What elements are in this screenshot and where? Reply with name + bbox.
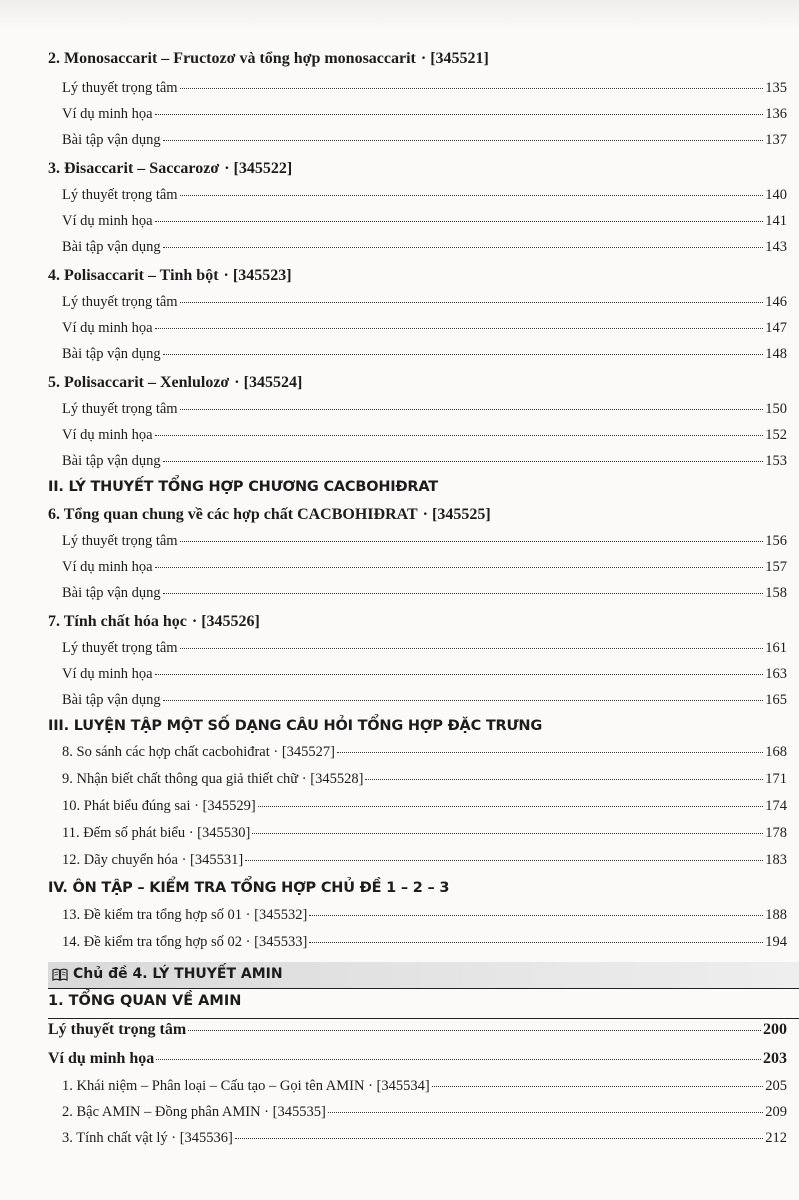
- toc-section-heading: IV. ÔN TẬP – KIỂM TRA TỔNG HỢP CHỦ ĐỀ 1 – 2 – 3: [48, 880, 450, 896]
- toc-section-heading: II. LÝ THUYẾT TỔNG HỢP CHƯƠNG CACBOHIĐRAT: [48, 479, 438, 495]
- toc-entry: [0, 187, 799, 204]
- dot-leader: [155, 221, 764, 222]
- toc-entry: [0, 934, 799, 951]
- entry-page-number: 140: [765, 187, 787, 203]
- dot-leader: [180, 648, 764, 649]
- entry-label: Bài tập vận dụng: [62, 346, 161, 362]
- entry-label: 10. Phát biểu đúng sai · [345529]: [62, 798, 256, 814]
- dot-leader: [180, 88, 764, 89]
- toc-entry: [0, 907, 799, 924]
- toc-entry: [0, 80, 799, 97]
- dot-leader: [155, 567, 764, 568]
- toc-entry: [0, 1021, 799, 1039]
- toc-entry: [0, 692, 799, 709]
- entry-page-number: 148: [765, 346, 787, 362]
- toc-section-heading: III. LUYỆN TẬP MỘT SỐ DẠNG CÂU HỎI TỔNG HỢP ĐẶC TRƯNG: [48, 718, 543, 734]
- dot-leader: [180, 195, 764, 196]
- dot-leader: [163, 247, 764, 248]
- lesson-title: 4. Polisaccarit – Tinh bột: [48, 267, 219, 284]
- toc-entry: [0, 640, 799, 657]
- dot-leader: [337, 752, 763, 753]
- entry-label: Lý thuyết trọng tâm: [62, 533, 178, 549]
- entry-label: 2. Bậc AMIN – Đồng phân AMIN · [345535]: [62, 1104, 326, 1120]
- dot-leader: [180, 302, 764, 303]
- entry-label: Lý thuyết trọng tâm: [62, 294, 178, 310]
- entry-page-number: 171: [765, 771, 787, 787]
- lesson-title: 3. Đisaccarit – Saccarozơ: [48, 160, 220, 177]
- entry-page-number: 183: [765, 852, 787, 868]
- toc-lesson-heading: [0, 613, 799, 631]
- entry-page-number: 146: [765, 294, 787, 310]
- entry-page-number: 174: [765, 798, 787, 814]
- entry-page-number: 168: [765, 744, 787, 760]
- dot-leader: [245, 860, 763, 861]
- topic-title: 1. TỔNG QUAN VỀ AMIN: [48, 993, 242, 1009]
- dot-leader: [258, 806, 764, 807]
- dot-leader: [163, 700, 764, 701]
- page-top-shadow: [0, 0, 799, 30]
- entry-page-number: 150: [765, 401, 787, 417]
- entry-label: Bài tập vận dụng: [62, 132, 161, 148]
- toc-entry: [0, 559, 799, 576]
- toc-entry: [0, 771, 799, 788]
- entry-label: Bài tập vận dụng: [62, 692, 161, 708]
- toc-entry: [0, 533, 799, 550]
- dot-leader: [155, 328, 764, 329]
- entry-label: 3. Tính chất vật lý · [345536]: [62, 1130, 233, 1146]
- open-book-icon: [52, 968, 68, 981]
- entry-page-number: 212: [765, 1130, 787, 1146]
- entry-label: 9. Nhận biết chất thông qua giả thiết chữ · [345528]: [62, 771, 364, 787]
- entry-page-number: 157: [765, 559, 787, 575]
- entry-label: Ví dụ minh họa: [62, 106, 153, 122]
- entry-label: 14. Đề kiểm tra tổng hợp số 02 · [345533]: [62, 934, 308, 950]
- entry-label: 11. Đếm số phát biểu · [345530]: [62, 825, 251, 841]
- entry-page-number: 163: [765, 666, 787, 682]
- entry-label: Lý thuyết trọng tâm: [62, 401, 178, 417]
- entry-label: Ví dụ minh họa: [62, 213, 153, 229]
- lesson-code: · [345525]: [422, 506, 491, 523]
- lesson-code: · [345523]: [223, 267, 292, 284]
- toc-entry: [0, 1078, 799, 1095]
- entry-label: 12. Dãy chuyển hóa · [345531]: [62, 852, 244, 868]
- toc-entry: [0, 453, 799, 470]
- toc-entry: [0, 132, 799, 149]
- toc-entry: [0, 294, 799, 311]
- dot-leader: [156, 1059, 761, 1060]
- entry-page-number: 147: [765, 320, 787, 336]
- toc-entry: [0, 401, 799, 418]
- entry-page-number: 158: [765, 585, 787, 601]
- dot-leader: [235, 1138, 763, 1139]
- entry-page-number: 135: [765, 80, 787, 96]
- dot-leader: [328, 1112, 763, 1113]
- toc-entry: [0, 239, 799, 256]
- lesson-title: 5. Polisaccarit – Xenlulozơ: [48, 374, 230, 391]
- chapter-title: [52, 966, 283, 982]
- entry-label: Lý thuyết trọng tâm: [62, 640, 178, 656]
- lesson-code: · [345526]: [191, 613, 260, 630]
- entry-label: Lý thuyết trọng tâm: [62, 187, 178, 203]
- toc-lesson-heading: [0, 374, 799, 392]
- dot-leader: [163, 140, 764, 141]
- toc-lesson-heading: [0, 267, 799, 285]
- lesson-code: · [345524]: [234, 374, 303, 391]
- dot-leader: [180, 541, 764, 542]
- dot-leader: [252, 833, 763, 834]
- entry-label: Ví dụ minh họa: [62, 559, 153, 575]
- dot-leader: [432, 1086, 764, 1087]
- entry-page-number: 141: [765, 213, 787, 229]
- entry-label: Ví dụ minh họa: [48, 1050, 155, 1067]
- toc-entry: [0, 798, 799, 815]
- toc-entry: [0, 427, 799, 444]
- entry-page-number: 153: [765, 453, 787, 469]
- dot-leader: [155, 435, 764, 436]
- toc-entry: [0, 585, 799, 602]
- toc-lesson-heading: [0, 160, 799, 178]
- toc-entry: [0, 320, 799, 337]
- entry-label: Bài tập vận dụng: [62, 239, 161, 255]
- entry-page-number: 143: [765, 239, 787, 255]
- entry-page-number: 200: [763, 1021, 787, 1038]
- entry-page-number: 209: [765, 1104, 787, 1120]
- toc-entry: [0, 346, 799, 363]
- entry-page-number: 188: [765, 907, 787, 923]
- dot-leader: [309, 942, 763, 943]
- entry-page-number: 178: [765, 825, 787, 841]
- dot-leader: [365, 779, 763, 780]
- entry-label: Lý thuyết trọng tâm: [62, 80, 178, 96]
- toc-lesson-heading: [0, 50, 799, 68]
- toc-entry: [0, 1050, 799, 1068]
- entry-label: Ví dụ minh họa: [62, 320, 153, 336]
- entry-page-number: 137: [765, 132, 787, 148]
- entry-label: Ví dụ minh họa: [62, 427, 153, 443]
- entry-page-number: 165: [765, 692, 787, 708]
- topic-divider: [48, 1018, 799, 1019]
- toc-entry: [0, 1104, 799, 1121]
- lesson-title: 2. Monosaccarit – Fructozơ và tổng hợp monosaccarit: [48, 50, 416, 67]
- entry-label: Lý thuyết trọng tâm: [48, 1021, 187, 1038]
- dot-leader: [163, 593, 764, 594]
- lesson-title: 6. Tổng quan chung về các hợp chất CACBOHIĐRAT: [48, 506, 418, 523]
- dot-leader: [188, 1030, 761, 1031]
- entry-page-number: 203: [763, 1050, 787, 1067]
- toc-entry: [0, 213, 799, 230]
- dot-leader: [163, 354, 764, 355]
- toc-entry: [0, 744, 799, 761]
- entry-page-number: 205: [765, 1078, 787, 1094]
- toc-entry: [0, 666, 799, 683]
- lesson-title: 7. Tính chất hóa học: [48, 613, 187, 630]
- toc-entry: [0, 825, 799, 842]
- toc-entry: [0, 1130, 799, 1147]
- entry-label: 8. So sánh các hợp chất cacbohiđrat · [345527]: [62, 744, 336, 760]
- entry-label: 1. Khái niệm – Phân loại – Cấu tạo – Gọi tên AMIN · [345534]: [62, 1078, 430, 1094]
- dot-leader: [309, 915, 763, 916]
- entry-label: 13. Đề kiểm tra tổng hợp số 01 · [345532]: [62, 907, 308, 923]
- toc-entry: [0, 106, 799, 123]
- dot-leader: [180, 409, 764, 410]
- entry-page-number: 161: [765, 640, 787, 656]
- entry-page-number: 156: [765, 533, 787, 549]
- entry-page-number: 152: [765, 427, 787, 443]
- lesson-code: · [345521]: [420, 50, 489, 67]
- chapter-title-text: Chủ đề 4. LÝ THUYẾT AMIN: [73, 966, 283, 982]
- toc-lesson-heading: [0, 506, 799, 524]
- entry-label: Bài tập vận dụng: [62, 585, 161, 601]
- entry-page-number: 136: [765, 106, 787, 122]
- toc-entry: [0, 852, 799, 869]
- entry-label: Ví dụ minh họa: [62, 666, 153, 682]
- entry-label: Bài tập vận dụng: [62, 453, 161, 469]
- dot-leader: [163, 461, 764, 462]
- dot-leader: [155, 674, 764, 675]
- lesson-code: · [345522]: [224, 160, 293, 177]
- entry-page-number: 194: [765, 934, 787, 950]
- dot-leader: [155, 114, 764, 115]
